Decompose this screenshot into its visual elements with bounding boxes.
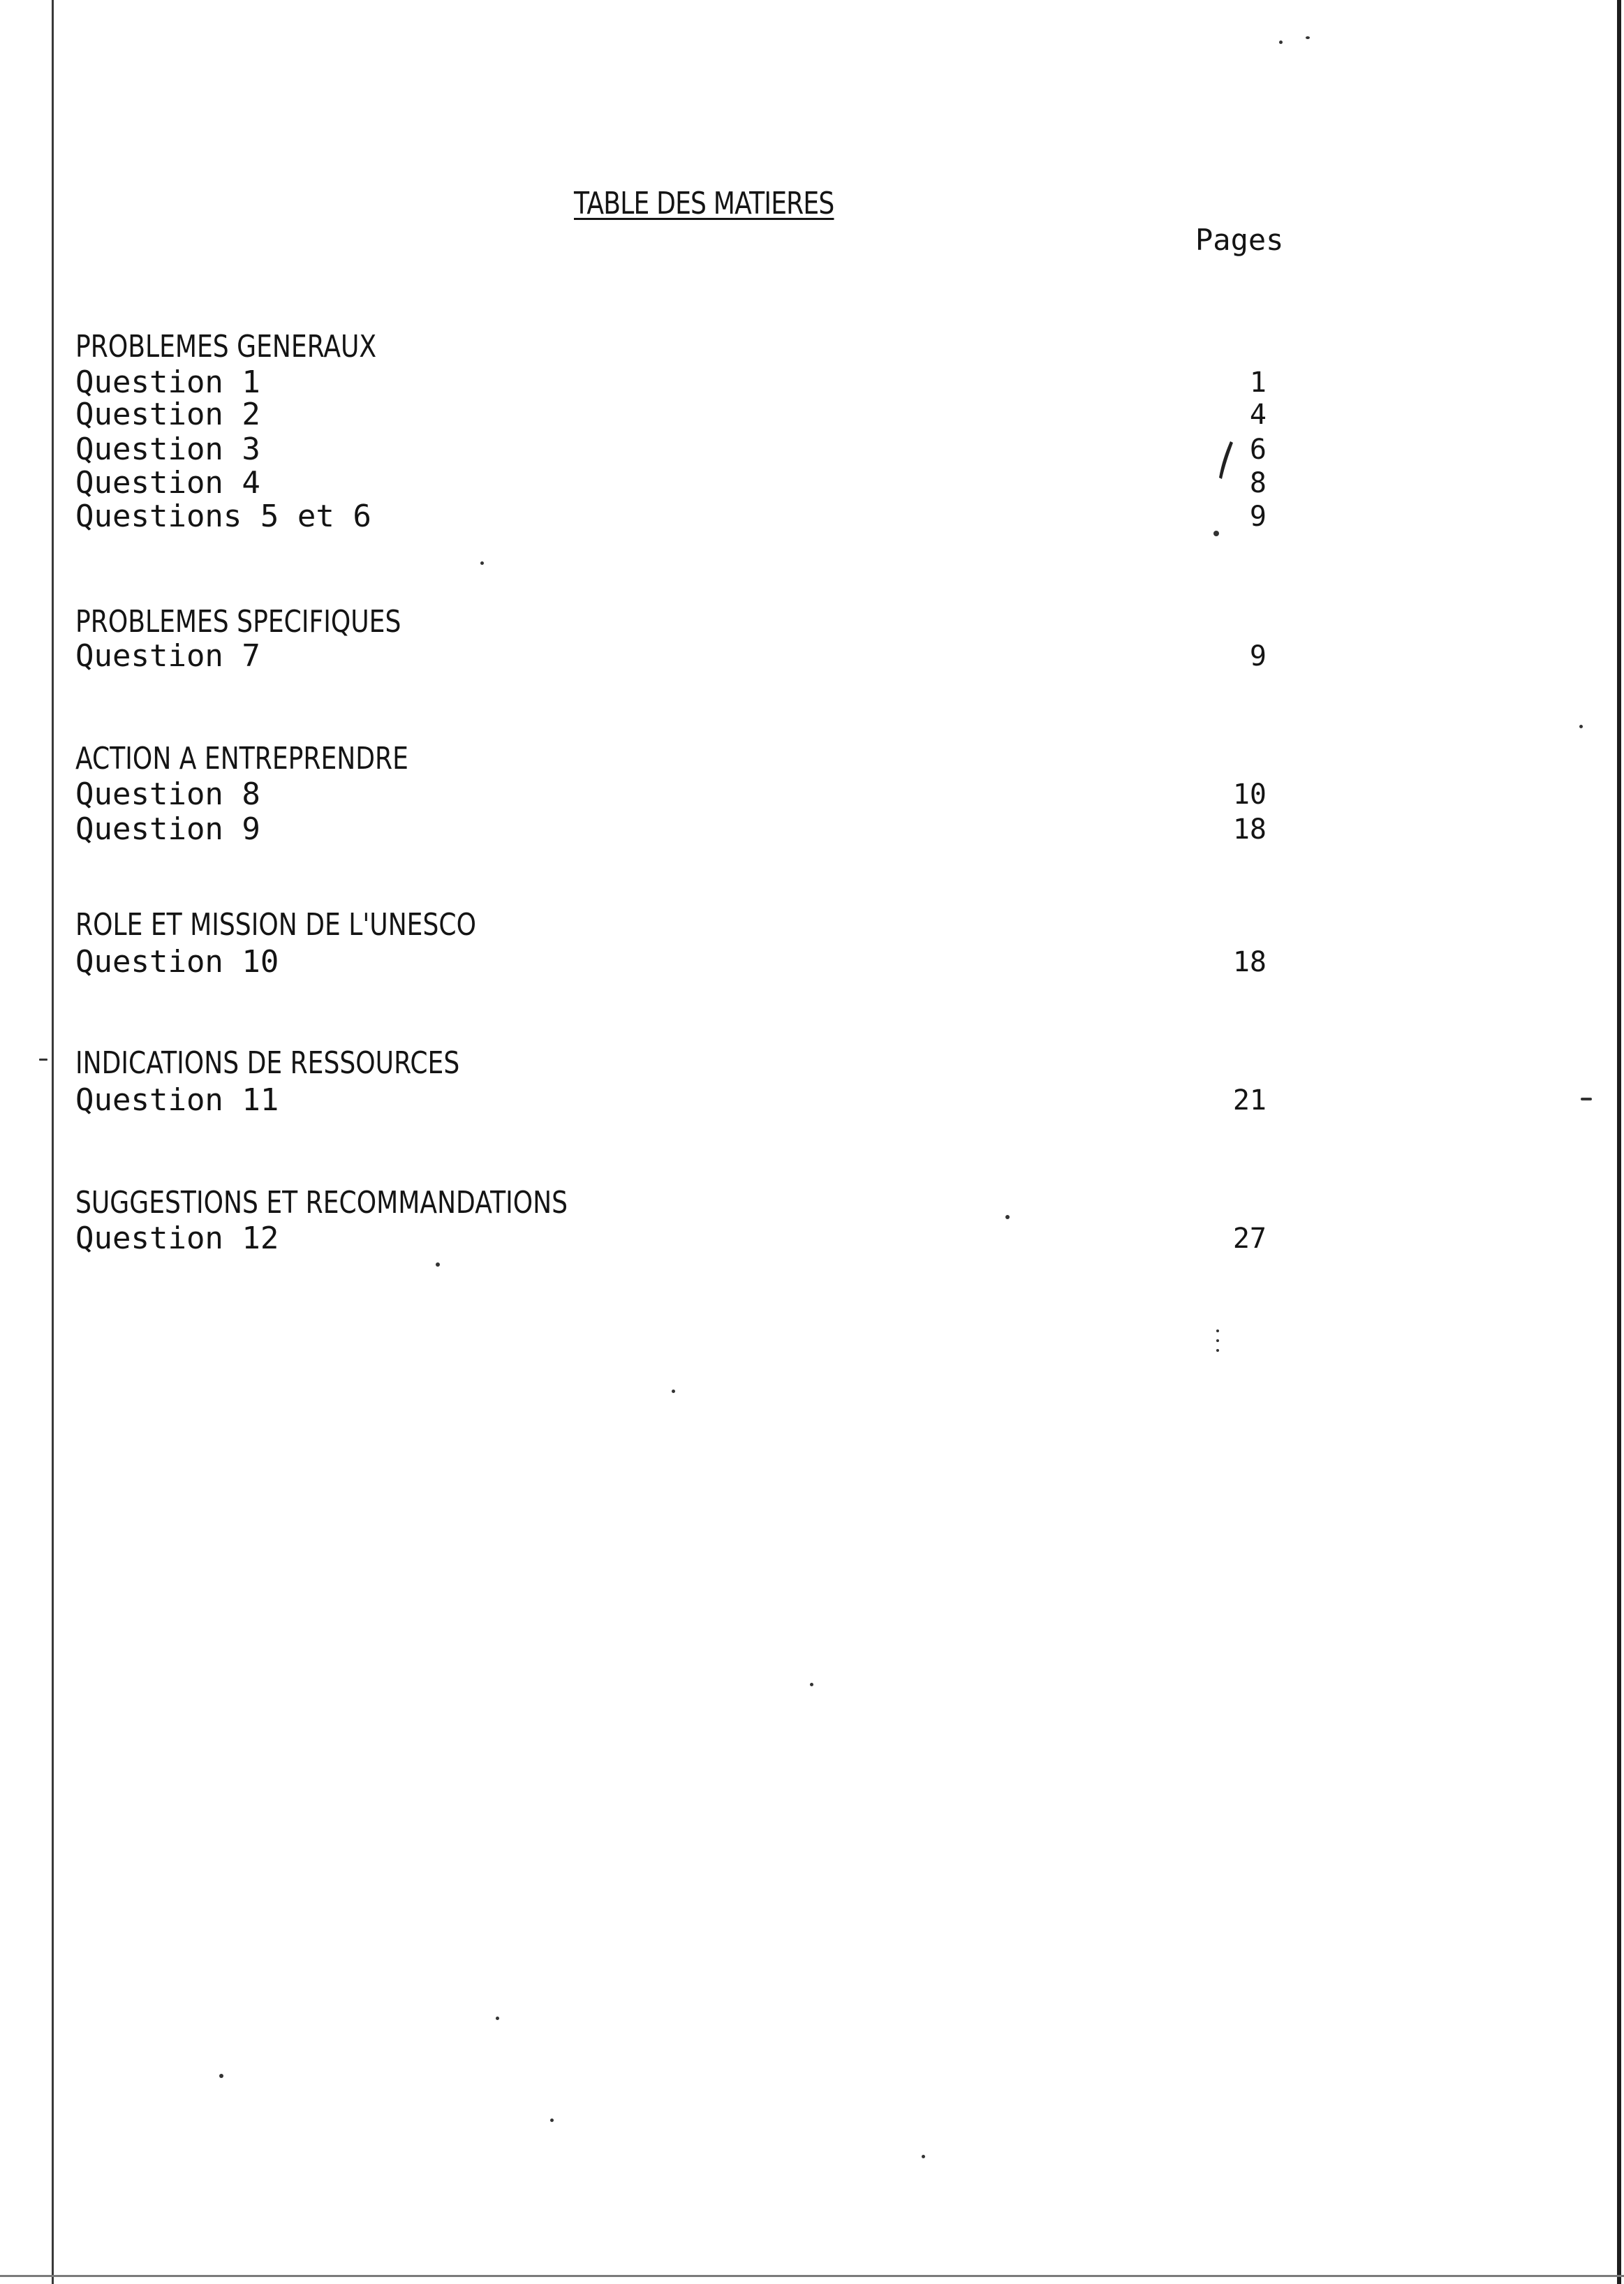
section-heading-problemes-specifiques: PROBLEMES SPECIFIQUES [75, 604, 401, 640]
scan-speck [1216, 1349, 1219, 1352]
scan-speck [922, 2155, 925, 2158]
toc-entry-label: Question 9 [75, 811, 260, 847]
toc-entry-page: 6 [1249, 434, 1267, 466]
pages-column-header: Pages [1195, 223, 1284, 257]
scan-speck [1306, 36, 1310, 39]
toc-entry-page: 9 [1249, 640, 1267, 672]
toc-entry-label: Question 3 [75, 432, 260, 467]
toc-entry-page: 21 [1232, 1084, 1267, 1117]
scan-speck [810, 1683, 813, 1686]
scan-speck [1279, 40, 1283, 44]
scan-speck [1579, 725, 1583, 728]
scan-speck [1216, 1339, 1219, 1342]
toc-entry-label: Question 8 [75, 776, 260, 812]
toc-entry-page: 18 [1232, 813, 1267, 846]
scan-speck [550, 2119, 554, 2122]
scan-speck [219, 2074, 223, 2078]
toc-entry-label: Question 1 [75, 364, 260, 400]
toc-entry-page: 18 [1232, 946, 1267, 978]
scan-speck [480, 561, 484, 565]
page-bottom-edge [0, 2275, 1624, 2277]
section-heading-suggestions-et-recommandations: SUGGESTIONS ET RECOMMANDATIONS [75, 1185, 568, 1221]
toc-entry-label: Question 7 [75, 638, 260, 674]
toc-entry-label: Question 4 [75, 465, 260, 501]
toc-entry-page: 4 [1249, 399, 1267, 431]
page-title: TABLE DES MATIERES [574, 186, 834, 221]
scan-speck [436, 1262, 440, 1267]
toc-entry-label: Question 11 [75, 1082, 279, 1118]
toc-entry-page: 10 [1232, 779, 1267, 811]
scan-speck [672, 1390, 675, 1393]
page-left-edge [52, 0, 54, 2284]
scan-speck [1581, 1098, 1592, 1100]
scan-speck [1213, 531, 1219, 536]
toc-entry-label: Question 12 [75, 1221, 279, 1256]
toc-entry-page: 1 [1249, 367, 1267, 399]
scan-speck [1005, 1215, 1010, 1219]
section-heading-problemes-generaux: PROBLEMES GENERAUX [75, 329, 377, 364]
section-heading-action-a-entreprendre: ACTION A ENTREPRENDRE [75, 741, 408, 776]
scan-speck [1216, 1329, 1219, 1332]
toc-entry-page: 8 [1249, 467, 1267, 499]
section-heading-role-et-mission: ROLE ET MISSION DE L'UNESCO [75, 907, 476, 943]
pen-tick-mark [1216, 439, 1234, 483]
toc-entry-label: Question 10 [75, 944, 279, 980]
toc-entry-label: Questions 5 et 6 [75, 499, 371, 534]
page-right-edge [1617, 0, 1621, 2284]
section-heading-indications-de-ressources: INDICATIONS DE RESSOURCES [75, 1045, 460, 1081]
scan-speck [496, 2017, 499, 2020]
scan-speck [39, 1059, 47, 1061]
toc-entry-page: 27 [1232, 1223, 1267, 1255]
toc-entry-page: 9 [1249, 501, 1267, 533]
toc-entry-label: Question 2 [75, 397, 260, 432]
